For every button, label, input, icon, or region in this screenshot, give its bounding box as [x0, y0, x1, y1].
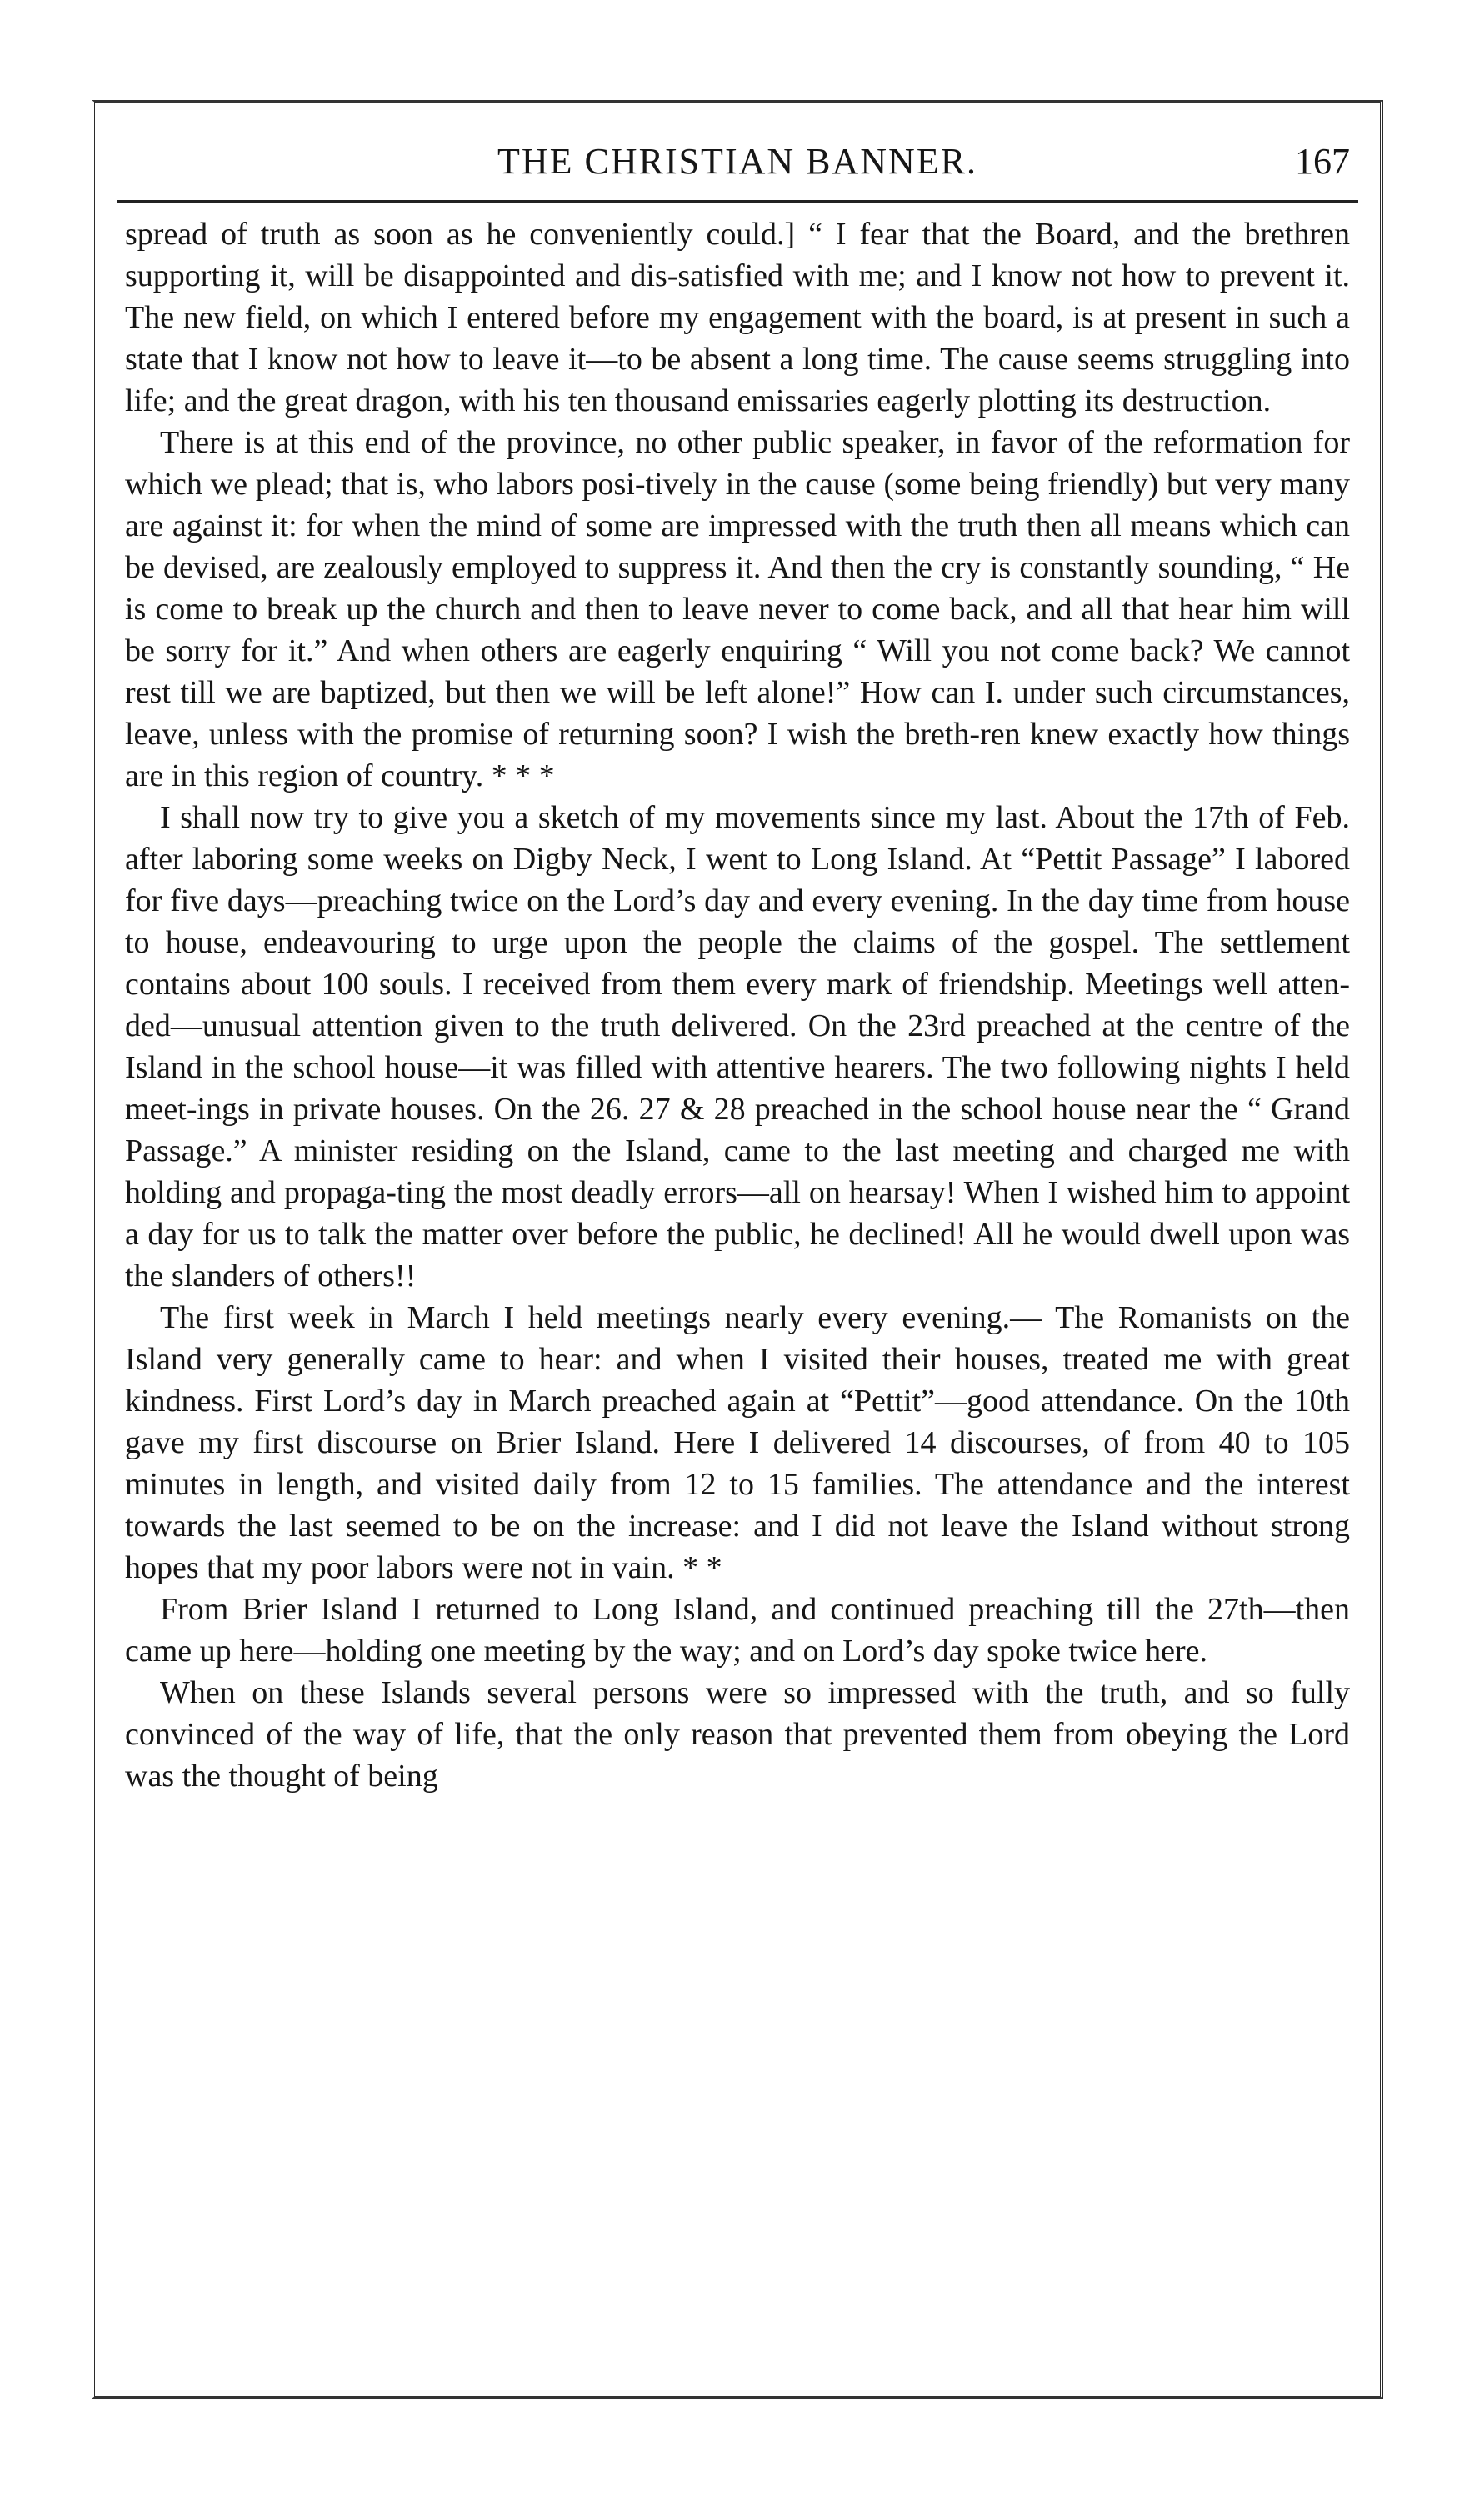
running-header [117, 133, 1358, 200]
paragraph-4: The first week in March I held meetings nearly every evening.— The Romanists on the Island very generally came to hear: and when I visited their houses, treated me with great kindness. First Lord’s day in March preached again at “Pettit”—good attendance. On the 10th gave my first discourse on Brier Island. Here I delivered 14 discourses, of from 40 to 105 minutes in length, and visited daily from 12 to 15 families. The attendance and the interest towards the last seemed to be on the increase: and I did not leave the Island without strong hopes that my poor labors were not in vain. * * [125, 1300, 1350, 1585]
page-number: 167 [1295, 141, 1350, 182]
header-rule [117, 200, 1358, 203]
paragraph-3: I shall now try to give you a sketch of my movements since my last. About the 17th of Feb. after laboring some weeks on Digby Neck, I went to Long Island. At “Pettit Passage” I labored for five days—preaching twice on the Lord’s day and every evening. In the day time from house to house, endeavouring to urge upon the people the claims of the gospel. The settlement contains about 100 souls. I received from them every mark of friendship. Meetings well atten-ded—unusual attention given to the truth delivered. On the 23rd preached at the centre of the Island in the school house—it was filled with attentive hearers. The two following nights I held meet-ings in private houses. On the 26. 27 & 28 preached in the school house near the “ Grand Passage.” A minister residing on the Island, came to the last meeting and charged me with holding and propaga-ting the most deadly errors—all on hearsay! When I wished him to appoint a day for us to talk the matter over before the public, he declined! All he would dwell upon was the slanders of others!! [125, 800, 1350, 1294]
paragraph-2: There is at this end of the province, no other public speaker, in favor of the reformation for which we plead; that is, who labors posi-tively in the cause (some being friendly) but very many are against it: for when the mind of some are impressed with the truth then all means which can be devised, are zealously employed to suppress it. And then the cry is constantly sounding, “ He is come to break up the church and then to leave never to come back, and all that hear him will be sorry for it.” And when others are eagerly enquiring “ Will you not come back? We cannot rest till we are baptized, but then we will be left alone!” How can I. under such circumstances, leave, unless with the promise of returning soon? I wish the breth-ren knew exactly how things are in this region of country. * * * [125, 425, 1350, 793]
paragraph-5: From Brier Island I returned to Long Island, and continued preaching till the 27th—then came up here—holding one meeting by the way; and on Lord’s day spoke twice here. [125, 1592, 1350, 1669]
article-body [125, 213, 1350, 1797]
publication-title: THE CHRISTIAN BANNER. [497, 141, 978, 182]
paragraph-1: spread of truth as soon as he conveniently could.] “ I fear that the Board, and the brethren supporting it, will be disappointed and dis-satisfied with me; and I know not how to prevent it. The new field, on which I entered before my engagement with the board, is at present in such a state that I know not how to leave it—to be absent a long time. The cause seems struggling into life; and the great dragon, with his ten thousand emissaries eagerly plotting its destruction. [125, 217, 1350, 418]
paragraph-6: When on these Islands several persons were so impressed with the truth, and so fully convinced of the way of life, that the only reason that prevented them from obeying the Lord was the thought of being [125, 1675, 1350, 1794]
